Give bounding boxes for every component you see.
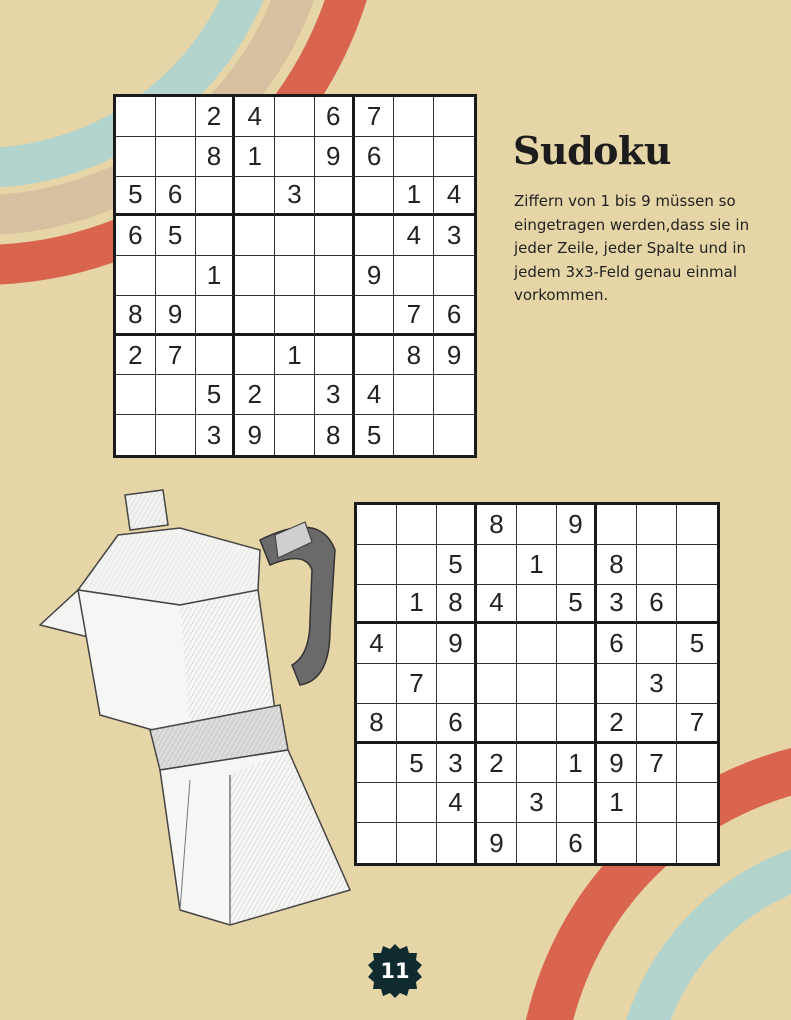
sudoku-cell — [116, 375, 156, 415]
sudoku-cell: 6 — [315, 97, 355, 137]
sudoku-cell: 9 — [477, 823, 517, 863]
sudoku-cell — [477, 624, 517, 664]
sudoku-cell — [437, 823, 477, 863]
sudoku-cell: 7 — [156, 336, 196, 376]
sudoku-cell: 3 — [517, 783, 557, 823]
sudoku-cell: 9 — [437, 624, 477, 664]
sudoku-cell — [677, 823, 717, 863]
sudoku-cell: 3 — [315, 375, 355, 415]
sudoku-cell — [637, 624, 677, 664]
sudoku-grid-2 — [354, 502, 720, 866]
sudoku-cell — [397, 783, 437, 823]
sudoku-grid-1 — [113, 94, 477, 458]
sudoku-cell — [637, 505, 677, 545]
sudoku-cell — [637, 545, 677, 585]
sudoku-cell: 2 — [196, 97, 236, 137]
sudoku-cell — [275, 296, 315, 336]
sudoku-cell — [397, 624, 437, 664]
sudoku-cell: 6 — [637, 585, 677, 625]
sudoku-cell — [357, 545, 397, 585]
sudoku-cell — [235, 216, 275, 256]
instructions-text: Ziffern von 1 bis 9 müssen so eingetragen werden,dass sie in jeder Zeile, jeder Spalte und in jedem 3x3-Feld genau einmal vorkommen. — [514, 192, 750, 304]
sudoku-cell — [597, 505, 637, 545]
sudoku-cell — [156, 415, 196, 455]
sudoku-cell — [315, 216, 355, 256]
sudoku-cell: 4 — [357, 624, 397, 664]
sudoku-cell: 8 — [196, 137, 236, 177]
sudoku-cell: 5 — [437, 545, 477, 585]
sudoku-cell — [434, 375, 474, 415]
sudoku-cell: 1 — [597, 783, 637, 823]
sudoku-cell: 4 — [235, 97, 275, 137]
sudoku-cell — [275, 97, 315, 137]
sudoku-cell: 8 — [116, 296, 156, 336]
sudoku-cell — [315, 296, 355, 336]
sudoku-cell: 1 — [517, 545, 557, 585]
sudoku-cell: 5 — [677, 624, 717, 664]
sudoku-cell: 4 — [434, 177, 474, 217]
sudoku-cell: 6 — [437, 704, 477, 744]
sudoku-cell: 4 — [394, 216, 434, 256]
sudoku-cell: 8 — [357, 704, 397, 744]
sudoku-cell: 9 — [355, 256, 395, 296]
sudoku-cell — [437, 505, 477, 545]
moka-pot-illustration — [30, 480, 360, 930]
sudoku-cell — [597, 664, 637, 704]
sudoku-cell — [677, 744, 717, 784]
sudoku-cell: 5 — [397, 744, 437, 784]
sudoku-cell — [394, 375, 434, 415]
sudoku-cell — [397, 505, 437, 545]
sudoku-cell: 4 — [355, 375, 395, 415]
sudoku-cell — [517, 744, 557, 784]
sudoku-cell — [116, 415, 156, 455]
sudoku-cell — [394, 415, 434, 455]
sudoku-cell: 8 — [315, 415, 355, 455]
sudoku-cell — [116, 137, 156, 177]
sudoku-cell: 3 — [637, 664, 677, 704]
sudoku-cell: 7 — [677, 704, 717, 744]
sudoku-cell — [557, 545, 597, 585]
sudoku-cell — [275, 375, 315, 415]
sudoku-cell — [434, 415, 474, 455]
sudoku-cell: 3 — [196, 415, 236, 455]
sudoku-cell — [597, 823, 637, 863]
sudoku-cell — [394, 256, 434, 296]
sudoku-cell — [235, 296, 275, 336]
sudoku-cell: 5 — [557, 585, 597, 625]
sudoku-cell — [557, 624, 597, 664]
sudoku-cell: 4 — [437, 783, 477, 823]
sudoku-cell: 1 — [235, 137, 275, 177]
sudoku-cell — [434, 97, 474, 137]
sudoku-cell — [357, 664, 397, 704]
sudoku-cell: 1 — [196, 256, 236, 296]
sudoku-cell: 5 — [116, 177, 156, 217]
sudoku-cell — [434, 137, 474, 177]
sudoku-cell — [517, 664, 557, 704]
sudoku-cell: 6 — [355, 137, 395, 177]
sudoku-cell — [677, 545, 717, 585]
sudoku-cell — [677, 585, 717, 625]
sudoku-cell: 1 — [397, 585, 437, 625]
sudoku-cell: 7 — [394, 296, 434, 336]
sudoku-cell: 1 — [394, 177, 434, 217]
sudoku-cell — [315, 177, 355, 217]
sudoku-cell — [394, 137, 434, 177]
sudoku-cell — [397, 704, 437, 744]
page-title: Sudoku — [513, 128, 671, 173]
sudoku-cell — [156, 97, 196, 137]
sudoku-cell: 9 — [434, 336, 474, 376]
sudoku-cell — [477, 783, 517, 823]
sudoku-cell: 6 — [156, 177, 196, 217]
sudoku-cell — [637, 823, 677, 863]
sudoku-cell: 7 — [397, 664, 437, 704]
sudoku-cell: 9 — [315, 137, 355, 177]
sudoku-cell — [275, 137, 315, 177]
sudoku-cell — [357, 823, 397, 863]
sudoku-cell — [116, 97, 156, 137]
sudoku-cell — [235, 256, 275, 296]
sudoku-cell — [116, 256, 156, 296]
sudoku-cell — [357, 744, 397, 784]
sudoku-cell — [557, 664, 597, 704]
sudoku-cell — [275, 256, 315, 296]
sudoku-cell — [156, 137, 196, 177]
sudoku-cell — [557, 704, 597, 744]
sudoku-cell: 6 — [434, 296, 474, 336]
sudoku-cell: 8 — [477, 505, 517, 545]
sudoku-cell — [517, 585, 557, 625]
sudoku-cell — [275, 415, 315, 455]
sudoku-cell — [517, 624, 557, 664]
sudoku-cell — [477, 704, 517, 744]
sudoku-cell: 3 — [597, 585, 637, 625]
sudoku-cell: 4 — [477, 585, 517, 625]
sudoku-cell — [397, 545, 437, 585]
sudoku-cell: 9 — [557, 505, 597, 545]
sudoku-cell: 6 — [597, 624, 637, 664]
sudoku-cell — [477, 664, 517, 704]
sudoku-cell — [357, 783, 397, 823]
sudoku-cell: 5 — [355, 415, 395, 455]
sudoku-cell — [355, 336, 395, 376]
sudoku-cell — [677, 664, 717, 704]
sudoku-cell — [156, 375, 196, 415]
sudoku-cell: 1 — [557, 744, 597, 784]
sudoku-cell: 8 — [437, 585, 477, 625]
sudoku-cell: 3 — [275, 177, 315, 217]
sudoku-cell: 7 — [355, 97, 395, 137]
sudoku-cell: 8 — [597, 545, 637, 585]
sudoku-cell — [517, 505, 557, 545]
sudoku-cell: 2 — [477, 744, 517, 784]
sudoku-cell — [235, 336, 275, 376]
sudoku-cell — [437, 664, 477, 704]
sudoku-cell — [355, 216, 395, 256]
sudoku-cell — [397, 823, 437, 863]
sudoku-cell: 1 — [275, 336, 315, 376]
sudoku-cell — [275, 216, 315, 256]
sudoku-cell — [355, 296, 395, 336]
sudoku-cell — [637, 704, 677, 744]
sudoku-cell — [517, 704, 557, 744]
sudoku-cell: 2 — [597, 704, 637, 744]
sudoku-cell — [196, 177, 236, 217]
sudoku-cell — [235, 177, 275, 217]
sudoku-cell — [355, 177, 395, 217]
sudoku-cell — [315, 336, 355, 376]
sudoku-cell: 5 — [156, 216, 196, 256]
sudoku-cell — [557, 783, 597, 823]
sudoku-cell: 9 — [597, 744, 637, 784]
page-number: 11 — [380, 959, 410, 983]
sudoku-cell: 6 — [557, 823, 597, 863]
sudoku-cell: 8 — [394, 336, 434, 376]
sudoku-cell — [357, 585, 397, 625]
sudoku-cell — [677, 505, 717, 545]
sudoku-cell — [156, 256, 196, 296]
sudoku-cell — [196, 336, 236, 376]
sudoku-cell — [477, 545, 517, 585]
sudoku-cell — [394, 97, 434, 137]
sudoku-cell — [677, 783, 717, 823]
sudoku-cell: 6 — [116, 216, 156, 256]
sudoku-cell: 3 — [434, 216, 474, 256]
sudoku-cell: 7 — [637, 744, 677, 784]
sudoku-cell — [637, 783, 677, 823]
sudoku-cell: 3 — [437, 744, 477, 784]
sudoku-cell: 2 — [116, 336, 156, 376]
sudoku-cell — [196, 216, 236, 256]
sudoku-cell — [315, 256, 355, 296]
sudoku-cell — [434, 256, 474, 296]
sudoku-cell: 5 — [196, 375, 236, 415]
sudoku-cell — [357, 505, 397, 545]
sudoku-cell: 9 — [235, 415, 275, 455]
sudoku-cell: 9 — [156, 296, 196, 336]
sudoku-cell — [196, 296, 236, 336]
sudoku-cell: 2 — [235, 375, 275, 415]
sudoku-cell — [517, 823, 557, 863]
